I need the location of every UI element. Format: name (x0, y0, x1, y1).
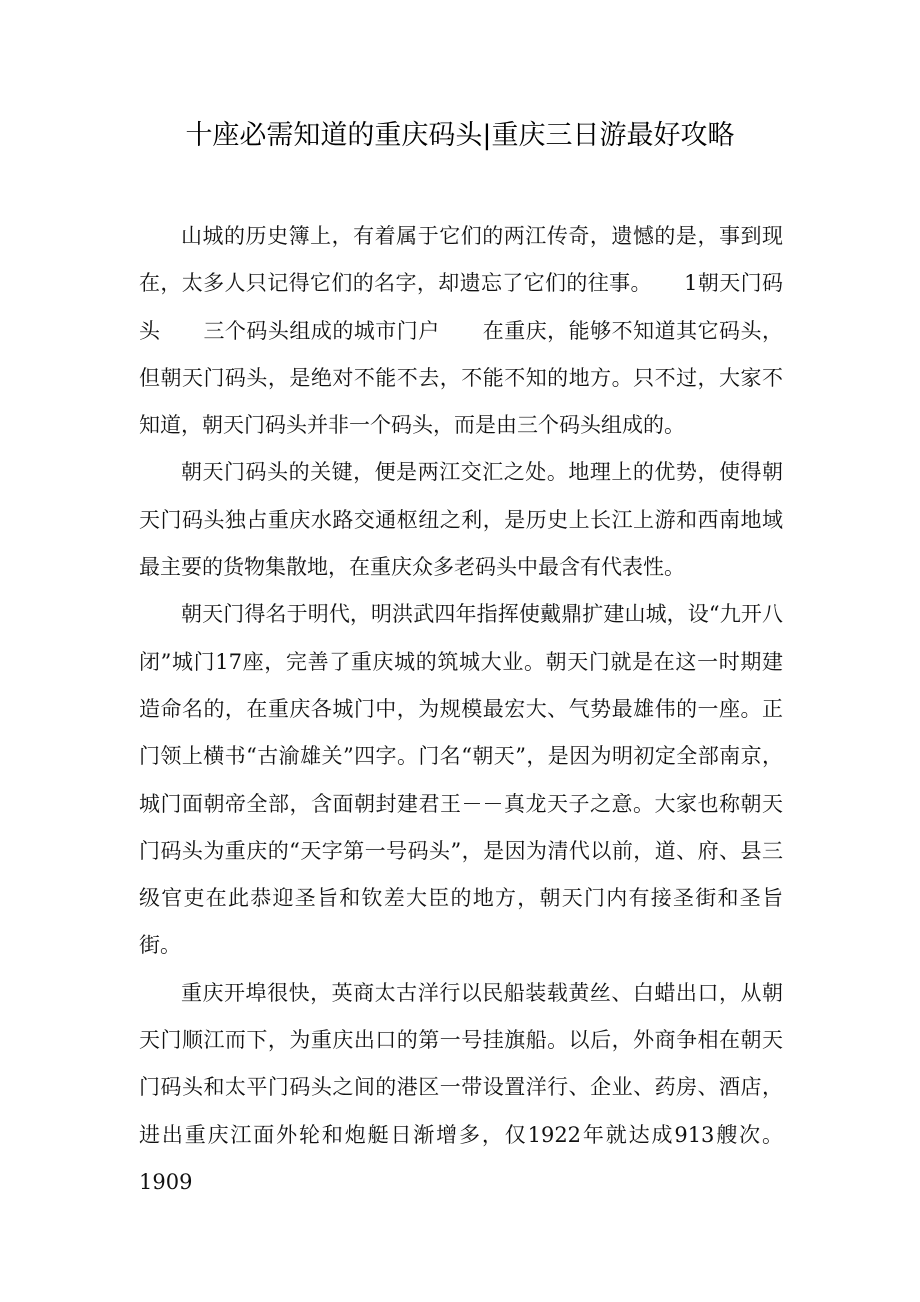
document-title: 十座必需知道的重庆码头|重庆三日游最好攻略 (185, 120, 735, 151)
paragraph: 朝天门码头的关键，便是两江交汇之处。地理上的优势，使得朝天门码头独占重庆水路交通枢纽之利，是历史上长江上游和西南地域最主要的货物集散地，在重庆众多老码头中最含有代表性。 (139, 460, 783, 580)
document-body (139, 213, 783, 1206)
paragraph: 山城的历史簿上，有着属于它们的两江传奇，遗憾的是，事到现在，太多人只记得它们的名字，却遗忘了它们的往事。 1朝天门码头 三个码头组成的城市门户 在重庆，能够不知道其它码头，但朝天门码头，是绝对不能不去，不能不知的地方。只不过，大家不知道，朝天门码头并非一个码头，而是由三个码头组成的。 (139, 224, 783, 438)
paragraph: 重庆开埠很快，英商太古洋行以民船装载黄丝、白蜡出口，从朝天门顺江而下，为重庆出口的第一号挂旗船。以后，外商争相在朝天门码头和太平门码头之间的港区一带设置洋行、企业、药房、酒店，进出重庆江面外轮和炮艇日渐增多，仅1922年就达成913艘次。1909 (139, 980, 783, 1194)
paragraph: 朝天门得名于明代，明洪武四年指挥使戴鼎扩建山城，设“九开八闭”城门17座，完善了重庆城的筑城大业。朝天门就是在这一时期建造命名的，在重庆各城门中，为规模最宏大、气势最雄伟的一座。正门领上横书“古渝雄关”四字。门名“朝天”，是因为明初定全部南京，城门面朝帝全部，含面朝封建君王－－真龙天子之意。大家也称朝天门码头为重庆的“天字第一号码头”，是因为清代以前，道、府、县三级官吏在此恭迎圣旨和钦差大臣的地方，朝天门内有接圣街和圣旨街。 (139, 602, 783, 958)
